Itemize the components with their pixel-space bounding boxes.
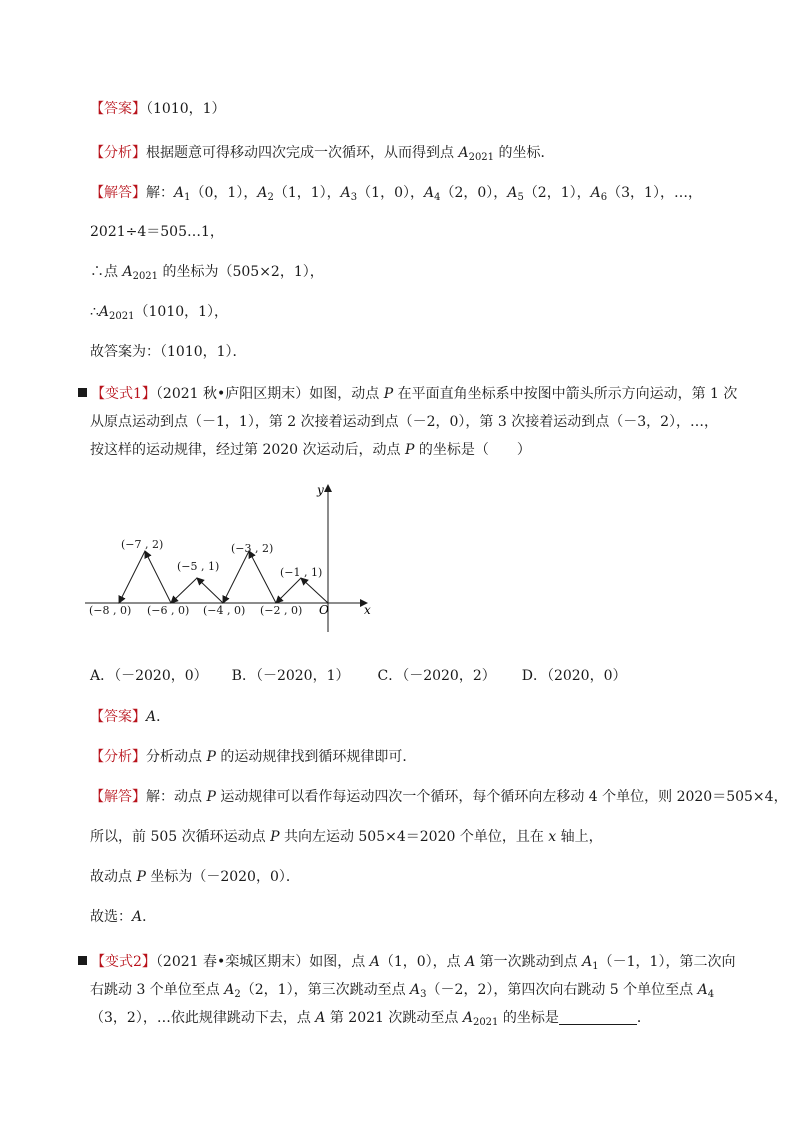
var-a: A — [369, 954, 380, 970]
variant2-source: （2021 春•栾城区期末） — [155, 954, 310, 970]
text: 的运动规律找到循环规律即可． — [215, 749, 417, 765]
subscript: 2021 — [472, 1017, 499, 1028]
text: 解：动点 — [146, 789, 207, 805]
solution-line — [90, 183, 702, 208]
subscript: 2 — [267, 192, 274, 203]
subscript: 2021 — [109, 311, 135, 322]
variant2-line-2 — [90, 980, 714, 1005]
var-a: A — [462, 1010, 473, 1026]
text: （1，0），点 — [379, 954, 466, 970]
answer-tag: 【答案】 — [90, 709, 146, 725]
coordinate-text: （1，1）， — [273, 185, 341, 201]
point-label: (−4 , 0) — [203, 604, 246, 617]
var-a: A — [582, 954, 593, 970]
therefore-text-end: 的坐标为（505×2，1）， — [158, 264, 324, 280]
variant1-solution-4 — [90, 907, 156, 927]
therefore-text-end: （1010，1）， — [134, 304, 229, 320]
subscript: 3 — [420, 989, 427, 1000]
options-line — [90, 666, 627, 686]
analysis-line — [90, 143, 554, 168]
answer-tag: 【答案】 — [90, 101, 146, 117]
answer-value: A — [132, 909, 143, 925]
text: 轴上， — [556, 829, 603, 845]
path-arrow — [171, 578, 197, 603]
var-a: A — [423, 185, 435, 201]
subscript: 4 — [707, 989, 715, 1000]
point-label: (−1 , 1) — [280, 566, 323, 579]
var-p: P — [404, 442, 415, 458]
variant1-answer — [90, 707, 170, 727]
var-a: A — [122, 264, 133, 280]
coordinate-text: （1，0）， — [357, 185, 424, 201]
analysis-tag: 【分析】 — [90, 749, 146, 765]
text: 共向左运动 505×4＝2020 个单位，且在 — [279, 829, 549, 845]
path-arrow — [223, 551, 249, 603]
path-arrow — [249, 551, 276, 603]
var-a: A — [410, 982, 421, 998]
text: 故选： — [90, 909, 132, 925]
option-d[interactable]: D．（2020，0） — [521, 668, 627, 684]
variant1-source: （2021 秋•庐阳区期末） — [155, 386, 310, 402]
subscript: 2021 — [468, 152, 495, 163]
subscript: 1 — [184, 192, 191, 203]
point-label: (−7 , 2) — [121, 538, 164, 551]
subscript: 2021 — [132, 271, 159, 282]
variant2-tag: 【变式2】 — [91, 954, 156, 970]
text: 的坐标是 — [498, 1010, 559, 1026]
var-p: P — [136, 869, 146, 885]
point-label: (−2 , 0) — [260, 604, 303, 617]
coordinate-text: （2，1）， — [523, 185, 591, 201]
subscript: 3 — [350, 192, 358, 203]
var-a: A — [174, 185, 185, 201]
path-arrow — [145, 551, 171, 603]
point-label: (−6 , 0) — [147, 604, 190, 617]
option-b[interactable]: B．（－2020，1） — [231, 668, 350, 684]
text: 如图，动点 — [309, 386, 384, 402]
var-a: A — [590, 185, 601, 201]
text: 的坐标是（ ） — [414, 442, 531, 458]
answer-blank[interactable] — [559, 1010, 637, 1025]
variant1-line-2: 从原点运动到点（－1，1），第 2 次接着运动到点（－2，0），第 3 次接着运动到点（－3，2），…， — [90, 414, 719, 430]
var-a: A — [257, 185, 268, 201]
solution-tag: 【解答】 — [90, 789, 146, 805]
subscript: 2 — [234, 989, 241, 1000]
text: ． — [636, 1010, 651, 1026]
answer-text: （1010，1） — [146, 101, 226, 117]
option-c[interactable]: C．（－2020，2） — [377, 668, 496, 684]
text: 运动规律可以看作每运动四次一个循环，每个循环向左移动 4 个单位，则 2020＝505×4， — [215, 789, 788, 805]
text: 分析动点 — [146, 749, 207, 765]
coordinate-text: （2，0）， — [440, 185, 508, 201]
text: （－2，2），第四次向右跳动 5 个单位至点 — [426, 982, 698, 998]
subscript: 6 — [600, 192, 608, 203]
point-label: (−3 , 2) — [231, 542, 274, 555]
var-p: P — [270, 829, 280, 845]
final-answer-line: 故答案为：（1010，1）． — [90, 344, 247, 360]
path-arrow — [301, 578, 328, 603]
answer-line — [90, 99, 226, 119]
text: ． — [156, 709, 171, 725]
text: 坐标为（－2020，0）． — [145, 869, 300, 885]
variant2-line-3 — [90, 1008, 651, 1033]
variant2-line-1 — [78, 952, 735, 977]
solution-tag: 【解答】 — [90, 185, 146, 201]
text: 第一次跳动到点 — [475, 954, 583, 970]
y-axis-label: y — [317, 483, 324, 497]
var-x: x — [548, 829, 557, 845]
therefore-text: ∴点 — [90, 264, 123, 280]
square-bullet-icon — [78, 956, 87, 965]
division-line: 2021÷4＝505…1， — [90, 224, 224, 240]
x-axis-label: x — [364, 603, 371, 617]
var-a: A — [224, 982, 235, 998]
option-a[interactable]: A．（－2020，0） — [90, 668, 208, 684]
text: ． — [142, 909, 157, 925]
variant1-line-3 — [90, 440, 531, 460]
point-label: (−5 , 1) — [177, 560, 220, 573]
variant1-tag: 【变式1】 — [91, 386, 156, 402]
variant1-solution-3 — [90, 867, 300, 887]
text: 按这样的运动规律，经过第 2020 次运动后，动点 — [90, 442, 405, 458]
var-a: A — [465, 954, 476, 970]
var-p: P — [383, 386, 394, 402]
therefore-line-1 — [90, 262, 324, 287]
point-sequence — [174, 185, 702, 201]
subscript: 5 — [517, 192, 524, 203]
analysis-text-end: 的坐标． — [494, 145, 555, 161]
therefore-symbol: ∴ — [90, 304, 99, 320]
text: 第 2021 次跳动至点 — [325, 1010, 463, 1026]
var-p: P — [206, 789, 216, 805]
variant1-line-1 — [78, 384, 737, 404]
solution-lead: 解： — [146, 185, 174, 201]
variant1-solution-1 — [90, 787, 788, 807]
subscript: 4 — [434, 192, 441, 203]
text: 如图，点 — [309, 954, 370, 970]
therefore-line-2 — [90, 302, 228, 327]
subscript: 1 — [592, 961, 599, 972]
analysis-tag: 【分析】 — [90, 145, 146, 161]
variant1-analysis — [90, 747, 416, 767]
var-a: A — [315, 1010, 326, 1026]
coordinate-figure — [85, 482, 385, 642]
path-arrow — [119, 551, 145, 603]
text: 故动点 — [90, 869, 137, 885]
point-label: (−8 , 0) — [89, 604, 132, 617]
coordinate-text: （3，1），…， — [607, 185, 702, 201]
text: 所以，前 505 次循环运动点 — [90, 829, 271, 845]
var-p: P — [206, 749, 216, 765]
analysis-text: 根据题意可得移动四次完成一次循环，从而得到点 — [146, 145, 459, 161]
var-a: A — [458, 145, 469, 161]
path-arrow — [276, 578, 301, 603]
text: （3，2），…依此规律跳动下去，点 — [90, 1010, 316, 1026]
square-bullet-icon — [78, 388, 87, 397]
text: 右跳动 3 个单位至点 — [90, 982, 225, 998]
text: 在平面直角坐标系中按图中箭头所示方向运动，第 1 次 — [393, 386, 738, 402]
var-a: A — [507, 185, 518, 201]
var-a: A — [340, 185, 351, 201]
origin-label: O — [319, 603, 329, 617]
path-arrow — [197, 578, 223, 603]
var-a: A — [98, 304, 110, 320]
text: （－1，1），第二次向 — [598, 954, 736, 970]
answer-value: A — [146, 709, 157, 725]
text: （2，1），第三次跳动至点 — [240, 982, 411, 998]
coordinate-text: （0，1）， — [190, 185, 258, 201]
var-a: A — [697, 982, 708, 998]
variant1-solution-2 — [90, 827, 603, 847]
